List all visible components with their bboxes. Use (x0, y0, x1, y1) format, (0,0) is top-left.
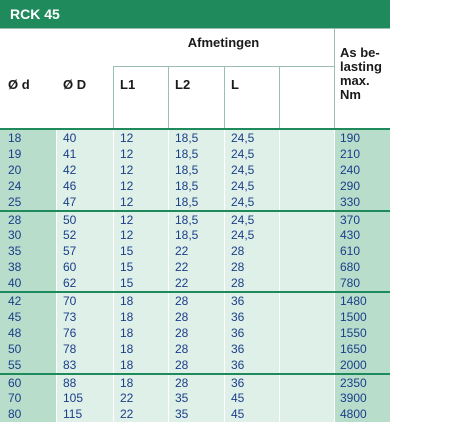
table-cell: 1500 (340, 309, 367, 324)
table-cell: 24,5 (231, 131, 255, 145)
column-divider (334, 375, 335, 423)
table-cell: 210 (340, 146, 361, 161)
table-cell: 36 (231, 325, 245, 340)
table-cell: 28 (175, 309, 189, 324)
table-cell: 18 (120, 294, 134, 308)
table-cell: 18,5 (175, 212, 199, 227)
table-cell: 60 (8, 375, 22, 390)
table-cell: 1550 (340, 325, 367, 340)
table-cell: 19 (8, 146, 22, 161)
table-cell: 330 (340, 194, 361, 209)
column-band (279, 375, 334, 423)
table-cell: 18,5 (175, 178, 199, 193)
table-cell: 22 (175, 260, 189, 275)
table-cell: 12 (120, 162, 134, 177)
table-cell: 28 (231, 244, 245, 259)
column-band (279, 212, 334, 292)
table-cell: 12 (120, 131, 134, 145)
table-cell: 610 (340, 244, 361, 259)
table-cell: 24,5 (231, 146, 255, 161)
column-divider (168, 212, 169, 292)
table-cell: 36 (231, 375, 245, 390)
column-divider (56, 375, 57, 423)
table-cell: 36 (231, 357, 245, 372)
table-cell: 40 (63, 131, 77, 145)
column-divider (113, 293, 114, 373)
table-cell: 18,5 (175, 162, 199, 177)
table-cell: 18 (120, 375, 134, 390)
table-cell: 48 (8, 325, 22, 340)
column-divider (168, 293, 169, 373)
table-cell: 57 (63, 244, 77, 259)
table-cell: 83 (63, 357, 77, 372)
column-divider (279, 293, 280, 373)
column-divider (224, 130, 225, 210)
table-title: RCK 45 (10, 6, 60, 22)
table-cell: 18 (120, 341, 134, 356)
table-cell: 28 (8, 212, 22, 227)
header-col-load: As be- lasting max. Nm (340, 45, 382, 102)
table-cell: 2000 (340, 357, 367, 372)
column-divider (334, 130, 335, 210)
table-cell: 24,5 (231, 212, 255, 227)
table-cell: 2350 (340, 375, 367, 390)
table-cell: 3900 (340, 391, 367, 406)
table-cell: 28 (175, 375, 189, 390)
header-col-divider (279, 66, 280, 128)
table-cell: 15 (120, 260, 134, 275)
table-cell: 18,5 (175, 131, 199, 145)
table-cell: 52 (63, 228, 77, 243)
table-cell: 28 (175, 357, 189, 372)
table-cell: 88 (63, 375, 77, 390)
table-cell: 18 (120, 325, 134, 340)
table-cell: 28 (175, 325, 189, 340)
table-cell: 36 (231, 294, 245, 308)
table-cell: 50 (8, 341, 22, 356)
table-cell: 45 (231, 391, 245, 406)
table-cell: 78 (63, 341, 77, 356)
table-cell: 28 (175, 294, 189, 308)
column-divider (56, 130, 57, 210)
table-cell: 4800 (340, 407, 367, 422)
column-divider (168, 130, 169, 210)
header-col-divider (113, 66, 114, 128)
table-cell: 42 (63, 162, 77, 177)
table-cell: 24,5 (231, 178, 255, 193)
column-divider (113, 130, 114, 210)
table-cell: 15 (120, 244, 134, 259)
column-divider (334, 293, 335, 373)
table-cell: 22 (175, 276, 189, 291)
column-divider (279, 130, 280, 210)
table-cell: 36 (231, 309, 245, 324)
column-divider (113, 375, 114, 423)
table-cell: 12 (120, 212, 134, 227)
table-cell: 28 (175, 341, 189, 356)
table-cell: 12 (120, 178, 134, 193)
table-cell: 18 (8, 131, 22, 145)
table-cell: 35 (175, 407, 189, 422)
table-cell: 115 (63, 407, 83, 422)
table-cell: 24,5 (231, 228, 255, 243)
table-cell: 25 (8, 194, 22, 209)
column-divider (279, 375, 280, 423)
column-divider (334, 212, 335, 292)
table-cell: 22 (175, 244, 189, 259)
table-cell: 18,5 (175, 146, 199, 161)
table-cell: 20 (8, 162, 22, 177)
table-cell: 18,5 (175, 228, 199, 243)
table-cell: 12 (120, 146, 134, 161)
column-divider (224, 293, 225, 373)
table-cell: 430 (340, 228, 361, 243)
table-cell: 38 (8, 260, 22, 275)
header-col-divider (334, 29, 335, 128)
table-cell: 15 (120, 276, 134, 291)
table-cell: 22 (120, 407, 134, 422)
table-cell: 30 (8, 228, 22, 243)
header-group-label: Afmetingen (187, 35, 260, 50)
table-cell: 18 (120, 357, 134, 372)
column-band (279, 293, 334, 373)
table-cell: 70 (63, 294, 77, 308)
column-divider (113, 212, 114, 292)
header-col-1: Ø D (63, 77, 87, 92)
column-divider (279, 212, 280, 292)
column-divider (56, 212, 57, 292)
table-cell: 28 (231, 260, 245, 275)
column-divider (168, 375, 169, 423)
column-band (279, 130, 334, 210)
header-col-divider (224, 66, 225, 128)
table-cell: 22 (120, 391, 134, 406)
header-col-2: L1 (120, 77, 136, 92)
table-cell: 190 (340, 131, 361, 145)
table-cell: 18 (120, 309, 134, 324)
table-cell: 1650 (340, 341, 367, 356)
table-cell: 680 (340, 260, 361, 275)
table-cell: 60 (63, 260, 77, 275)
table-cell: 24 (8, 178, 22, 193)
table-cell: 370 (340, 212, 361, 227)
header-top-rule (0, 28, 390, 29)
header-group-rule (113, 66, 334, 67)
table-cell: 36 (231, 341, 245, 356)
table-cell: 55 (8, 357, 22, 372)
table-cell: 105 (63, 391, 84, 406)
table-cell: 240 (340, 162, 361, 177)
column-divider (56, 293, 57, 373)
table-cell: 35 (175, 391, 189, 406)
table-cell: 28 (231, 276, 245, 291)
table-cell: 42 (8, 294, 22, 308)
table-cell: 18,5 (175, 194, 199, 209)
table-cell: 45 (8, 309, 22, 324)
table-cell: 46 (63, 178, 77, 193)
table-cell: 50 (63, 212, 77, 227)
table-cell: 73 (63, 309, 77, 324)
table-cell: 47 (63, 194, 77, 209)
header-col-4: L (231, 77, 239, 92)
table-cell: 12 (120, 194, 134, 209)
table-cell: 12 (120, 228, 134, 243)
column-divider (224, 212, 225, 292)
table-cell: 35 (8, 244, 22, 259)
table-cell: 24,5 (231, 162, 255, 177)
table-cell: 1480 (340, 294, 367, 308)
table-title-bar (0, 0, 390, 28)
table-cell: 76 (63, 325, 77, 340)
table-cell: 70 (8, 391, 22, 406)
table-cell: 62 (63, 276, 77, 291)
table-cell: 780 (340, 276, 361, 291)
table-cell: 24,5 (231, 194, 255, 209)
table-cell: 41 (63, 146, 77, 161)
table-cell: 80 (8, 407, 22, 422)
header-col-3: L2 (175, 77, 191, 92)
column-divider (224, 375, 225, 423)
header-col-0: Ø d (8, 77, 30, 92)
header-col-divider (168, 66, 169, 128)
table-cell: 290 (340, 178, 361, 193)
table-cell: 45 (231, 407, 245, 422)
table-cell: 40 (8, 276, 22, 291)
